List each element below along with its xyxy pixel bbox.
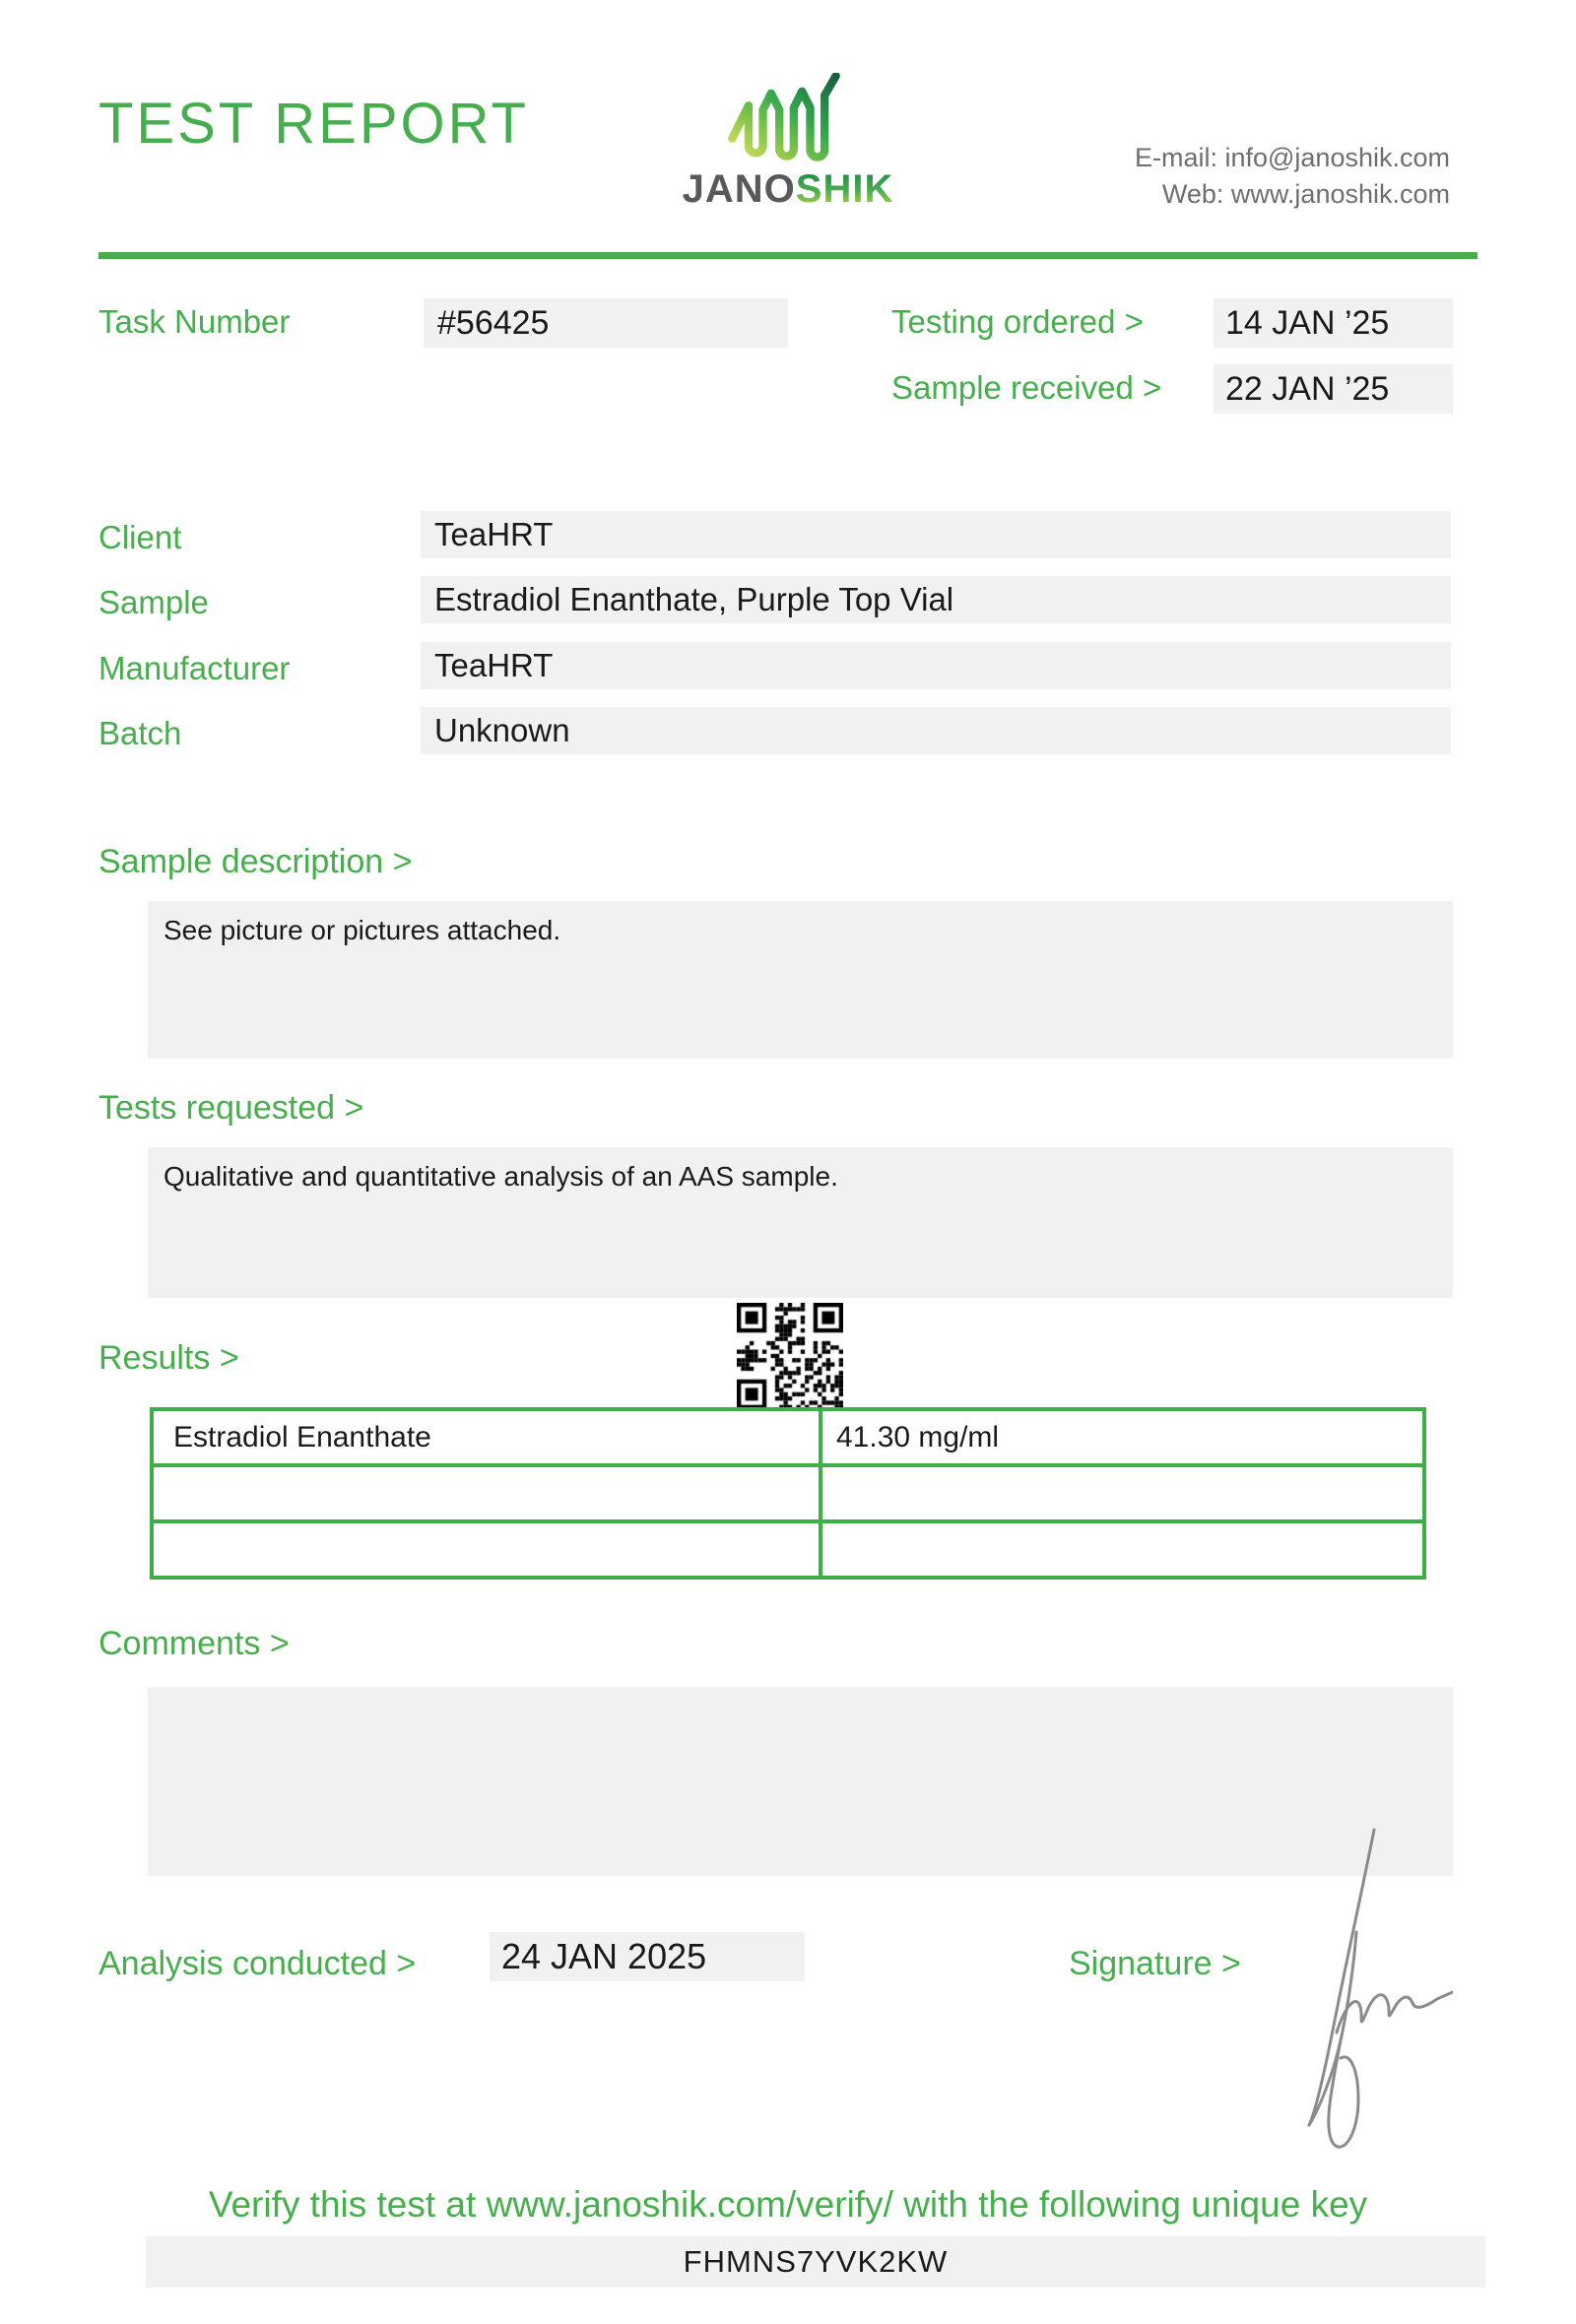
- header-divider: [98, 252, 1478, 259]
- unique-key-value: FHMNS7YVK2KW: [146, 2236, 1485, 2288]
- manufacturer-value: TeaHRT: [421, 642, 1451, 689]
- table-row: [152, 1409, 1424, 1465]
- comments-heading: Comments >: [98, 1625, 290, 1662]
- result-value: [821, 1465, 1424, 1521]
- batch-value: Unknown: [421, 707, 1451, 754]
- sample-label: Sample: [98, 584, 209, 620]
- table-row: [152, 1521, 1424, 1578]
- signature-label: Signature >: [1069, 1945, 1241, 1982]
- qr-code-icon: [737, 1303, 843, 1409]
- tests-requested-heading: Tests requested >: [98, 1089, 364, 1127]
- analysis-conducted-label: Analysis conducted >: [98, 1945, 417, 1982]
- sample-description-box: [148, 901, 1453, 1059]
- signature-image: [1276, 1822, 1453, 2157]
- tests-requested-text: Qualitative and quantitative analysis of an AAS sample.: [164, 1161, 838, 1192]
- manufacturer-label: Manufacturer: [98, 650, 291, 686]
- testing-ordered-label: Testing ordered >: [891, 303, 1144, 340]
- result-value: 41.30 mg/ml: [821, 1409, 1424, 1465]
- analysis-conducted-value: 24 JAN 2025: [490, 1932, 805, 1981]
- sample-description-text: See picture or pictures attached.: [164, 915, 561, 945]
- result-substance: [152, 1465, 821, 1521]
- sample-value: Estradiol Enanthate, Purple Top Vial: [421, 576, 1451, 623]
- result-substance: [152, 1521, 821, 1578]
- task-number-label: Task Number: [98, 303, 291, 340]
- sample-description-heading: Sample description >: [98, 843, 413, 880]
- client-value: TeaHRT: [421, 511, 1451, 558]
- comments-box: [148, 1687, 1453, 1876]
- contact-block: [1135, 140, 1450, 213]
- brand-logo-text: [591, 167, 985, 212]
- batch-label: Batch: [98, 715, 182, 751]
- task-number-value: #56425: [424, 298, 788, 348]
- brand-jano: JANO: [682, 167, 796, 211]
- result-value: [821, 1521, 1424, 1578]
- sample-received-value: 22 JAN ’25: [1214, 364, 1453, 414]
- contact-email: E-mail: info@janoshik.com: [1134, 143, 1450, 172]
- verify-instruction: Verify this test at www.janoshik.com/verify/ with the following unique key: [208, 2184, 1368, 2225]
- result-substance: Estradiol Enanthate: [152, 1409, 821, 1465]
- page-title: TEST REPORT: [98, 92, 529, 156]
- results-table: [150, 1407, 1426, 1580]
- client-label: Client: [98, 519, 182, 555]
- table-row: [152, 1465, 1424, 1521]
- logo-chart-icon: [727, 73, 845, 167]
- sample-received-label: Sample received >: [891, 369, 1162, 406]
- contact-web: Web: www.janoshik.com: [1161, 179, 1450, 209]
- testing-ordered-value: 14 JAN ’25: [1214, 298, 1453, 348]
- tests-requested-box: [148, 1147, 1453, 1298]
- results-heading: Results >: [98, 1339, 239, 1377]
- brand-shik: SHIK: [795, 167, 894, 211]
